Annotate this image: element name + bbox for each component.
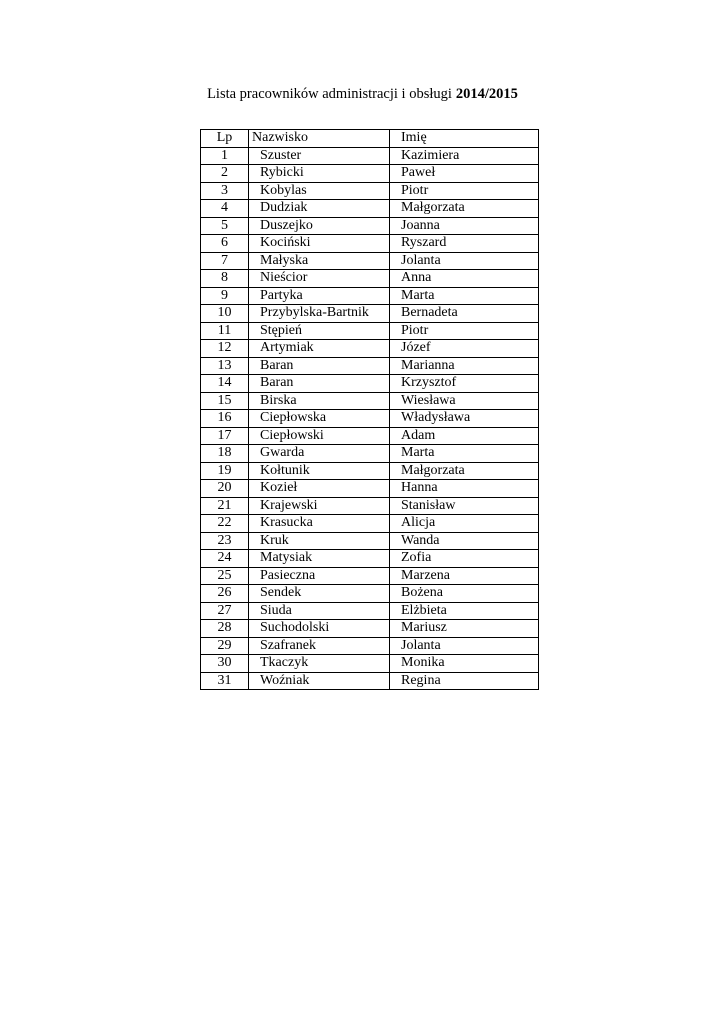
cell-lp: 10: [201, 305, 249, 323]
header-lp: Lp: [201, 130, 249, 148]
table-row: [201, 340, 539, 358]
cell-surname: Suchodolski: [249, 620, 390, 638]
cell-surname: Ciepłowska: [249, 410, 390, 428]
cell-lp: 29: [201, 637, 249, 655]
cell-surname: Matysiak: [249, 550, 390, 568]
table-row: [201, 672, 539, 690]
cell-first-name: Alicja: [390, 515, 539, 533]
cell-surname: Kobylas: [249, 182, 390, 200]
cell-surname: Baran: [249, 357, 390, 375]
table-row: [201, 165, 539, 183]
cell-first-name: Krzysztof: [390, 375, 539, 393]
cell-first-name: Anna: [390, 270, 539, 288]
cell-lp: 2: [201, 165, 249, 183]
cell-first-name: Wiesława: [390, 392, 539, 410]
cell-surname: Kozieł: [249, 480, 390, 498]
document-title: [0, 86, 725, 103]
cell-first-name: Władysława: [390, 410, 539, 428]
table-row: [201, 322, 539, 340]
cell-lp: 30: [201, 655, 249, 673]
cell-first-name: Bernadeta: [390, 305, 539, 323]
cell-lp: 16: [201, 410, 249, 428]
table-row: [201, 147, 539, 165]
cell-first-name: Józef: [390, 340, 539, 358]
document-title-text: Lista pracowników administracji i obsługi: [207, 86, 452, 102]
cell-lp: 1: [201, 147, 249, 165]
cell-first-name: Jolanta: [390, 252, 539, 270]
cell-first-name: Mariusz: [390, 620, 539, 638]
cell-lp: 21: [201, 497, 249, 515]
cell-lp: 24: [201, 550, 249, 568]
cell-surname: Baran: [249, 375, 390, 393]
cell-first-name: Małgorzata: [390, 462, 539, 480]
cell-surname: Woźniak: [249, 672, 390, 690]
cell-first-name: Wanda: [390, 532, 539, 550]
cell-first-name: Marzena: [390, 567, 539, 585]
table-header-row: [201, 130, 539, 148]
cell-lp: 11: [201, 322, 249, 340]
cell-surname: Szafranek: [249, 637, 390, 655]
table-row: [201, 357, 539, 375]
cell-surname: Małyska: [249, 252, 390, 270]
cell-surname: Tkaczyk: [249, 655, 390, 673]
cell-lp: 8: [201, 270, 249, 288]
cell-surname: Ciepłowski: [249, 427, 390, 445]
cell-first-name: Kazimiera: [390, 147, 539, 165]
table-row: [201, 200, 539, 218]
cell-first-name: Ryszard: [390, 235, 539, 253]
cell-first-name: Małgorzata: [390, 200, 539, 218]
cell-surname: Kruk: [249, 532, 390, 550]
table-row: [201, 602, 539, 620]
school-year: 2014/2015: [455, 86, 518, 102]
cell-surname: Nieścior: [249, 270, 390, 288]
cell-surname: Partyka: [249, 287, 390, 305]
cell-first-name: Piotr: [390, 322, 539, 340]
staff-table-body: [201, 147, 539, 690]
cell-first-name: Marta: [390, 287, 539, 305]
table-row: [201, 497, 539, 515]
cell-surname: Rybicki: [249, 165, 390, 183]
cell-surname: Birska: [249, 392, 390, 410]
table-row: [201, 532, 539, 550]
cell-lp: 18: [201, 445, 249, 463]
table-row: [201, 427, 539, 445]
table-row: [201, 287, 539, 305]
cell-first-name: Marta: [390, 445, 539, 463]
cell-first-name: Jolanta: [390, 637, 539, 655]
cell-surname: Szuster: [249, 147, 390, 165]
cell-lp: 22: [201, 515, 249, 533]
table-row: [201, 462, 539, 480]
table-row: [201, 410, 539, 428]
cell-lp: 3: [201, 182, 249, 200]
cell-surname: Pasieczna: [249, 567, 390, 585]
table-row: [201, 567, 539, 585]
cell-first-name: Regina: [390, 672, 539, 690]
staff-table: [200, 129, 539, 690]
cell-lp: 13: [201, 357, 249, 375]
cell-lp: 20: [201, 480, 249, 498]
cell-lp: 12: [201, 340, 249, 358]
table-row: [201, 585, 539, 603]
table-row: [201, 270, 539, 288]
cell-surname: Dudziak: [249, 200, 390, 218]
table-row: [201, 252, 539, 270]
cell-first-name: Paweł: [390, 165, 539, 183]
cell-lp: 5: [201, 217, 249, 235]
cell-lp: 6: [201, 235, 249, 253]
cell-lp: 9: [201, 287, 249, 305]
cell-lp: 15: [201, 392, 249, 410]
cell-surname: Sendek: [249, 585, 390, 603]
cell-lp: 4: [201, 200, 249, 218]
cell-surname: Krajewski: [249, 497, 390, 515]
table-row: [201, 515, 539, 533]
cell-lp: 31: [201, 672, 249, 690]
cell-surname: Siuda: [249, 602, 390, 620]
cell-surname: Kołtunik: [249, 462, 390, 480]
cell-first-name: Elżbieta: [390, 602, 539, 620]
cell-lp: 27: [201, 602, 249, 620]
table-row: [201, 375, 539, 393]
table-row: [201, 655, 539, 673]
cell-first-name: Stanisław: [390, 497, 539, 515]
cell-lp: 19: [201, 462, 249, 480]
cell-surname: Stępień: [249, 322, 390, 340]
cell-first-name: Bożena: [390, 585, 539, 603]
cell-lp: 17: [201, 427, 249, 445]
header-surname: Nazwisko: [249, 130, 390, 148]
cell-lp: 7: [201, 252, 249, 270]
cell-first-name: Adam: [390, 427, 539, 445]
table-row: [201, 550, 539, 568]
cell-first-name: Hanna: [390, 480, 539, 498]
cell-first-name: Zofia: [390, 550, 539, 568]
cell-lp: 25: [201, 567, 249, 585]
header-first-name: Imię: [390, 130, 539, 148]
cell-surname: Przybylska-Bartnik: [249, 305, 390, 323]
cell-lp: 23: [201, 532, 249, 550]
table-row: [201, 445, 539, 463]
table-row: [201, 480, 539, 498]
cell-lp: 26: [201, 585, 249, 603]
cell-surname: Krasucka: [249, 515, 390, 533]
table-row: [201, 392, 539, 410]
cell-surname: Kociński: [249, 235, 390, 253]
table-row: [201, 217, 539, 235]
cell-surname: Duszejko: [249, 217, 390, 235]
table-row: [201, 637, 539, 655]
table-row: [201, 235, 539, 253]
cell-first-name: Marianna: [390, 357, 539, 375]
table-row: [201, 182, 539, 200]
cell-surname: Artymiak: [249, 340, 390, 358]
cell-first-name: Joanna: [390, 217, 539, 235]
cell-surname: Gwarda: [249, 445, 390, 463]
table-row: [201, 305, 539, 323]
cell-lp: 14: [201, 375, 249, 393]
cell-first-name: Piotr: [390, 182, 539, 200]
cell-lp: 28: [201, 620, 249, 638]
cell-first-name: Monika: [390, 655, 539, 673]
table-row: [201, 620, 539, 638]
